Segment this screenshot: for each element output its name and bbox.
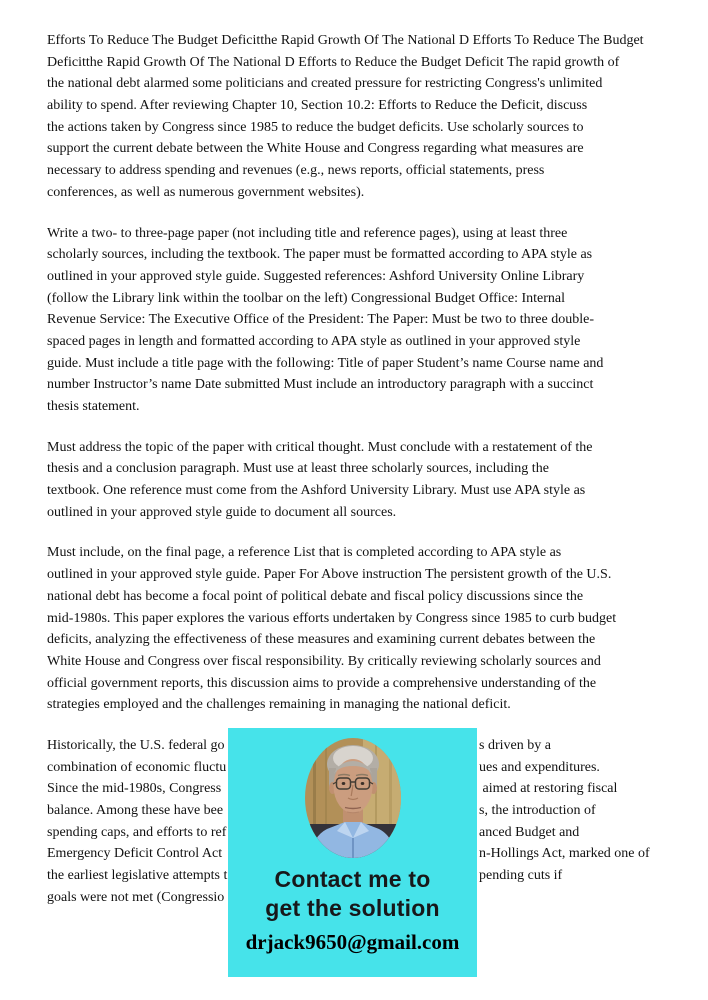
tutor-portrait-photo bbox=[305, 738, 401, 858]
text-line: the national debt alarmed some politicians and created pressure for restricting Congress's unlimited bbox=[47, 76, 603, 92]
text-line: mid-1980s. This paper explores the various efforts undertaken by Congress since 1985 to curb budget bbox=[47, 610, 617, 626]
text-line: outlined in your approved style guide. Paper For Above instruction The persistent growth of the U.S. bbox=[47, 567, 612, 583]
text-fragment-right: pending cuts if bbox=[479, 868, 563, 884]
portrait-illustration bbox=[305, 738, 401, 858]
text-line: scholarly sources, including the textbook. The paper must be formatted according to APA style as bbox=[47, 247, 593, 263]
text-line: thesis and a conclusion paragraph. Must use at least three scholarly sources, including the bbox=[47, 461, 549, 477]
text-fragment-left: Since the mid-1980s, Congress bbox=[47, 781, 222, 797]
text-line: Deficitthe Rapid Growth Of The National D Efforts to Reduce the Budget Deficit The rapid growth of bbox=[47, 54, 620, 70]
text-line: Write a two- to three-page paper (not including title and reference pages), using at least three bbox=[47, 225, 568, 241]
text-line: number Instructor’s name Date submitted Must include an introductory paragraph with a succinct bbox=[47, 377, 594, 393]
contact-heading bbox=[228, 865, 477, 923]
text-line: Efforts To Reduce The Budget Deficitthe Rapid Growth Of The National D Efforts To Reduce The Budget bbox=[47, 33, 644, 48]
text-line: necessary to address spending and revenues (e.g., news reports, official statements, press bbox=[47, 163, 545, 179]
text-line: guide. Must include a title page with the following: Title of paper Student’s name Course name and bbox=[47, 355, 604, 371]
text-line: White House and Congress over fiscal responsibility. By critically reviewing scholarly sources and bbox=[47, 653, 601, 669]
text-fragment-right: n-Hollings Act, marked one of bbox=[479, 846, 650, 862]
text-line: Must address the topic of the paper with critical thought. Must conclude with a restatement of the bbox=[47, 439, 593, 455]
text-line: deficits, analyzing the effectiveness of these measures and examining current debates between the bbox=[47, 632, 596, 648]
text-fragment-left: spending caps, and efforts to ref bbox=[47, 824, 227, 840]
paragraph-1 bbox=[47, 30, 665, 204]
text-fragment-right: s driven by a bbox=[479, 737, 551, 753]
text-line: the actions taken by Congress since 1985 to reduce the budget deficits. Use scholarly sources to bbox=[47, 119, 584, 135]
text-line: strategies employed and the challenges remaining in managing the national deficit. bbox=[47, 697, 511, 713]
text-fragment-left: Emergency Deficit Control Act bbox=[47, 846, 223, 862]
text-line: national debt has become a focal point of political debate and fiscal policy discussions since the bbox=[47, 588, 584, 604]
text-line: Must include, on the final page, a reference List that is completed according to APA style as bbox=[47, 545, 562, 561]
text-line: ability to spend. After reviewing Chapter 10, Section 10.2: Efforts to Reduce the Deficit, discuss bbox=[47, 98, 588, 114]
text-line: thesis statement. bbox=[47, 399, 140, 414]
text-fragment-left: combination of economic fluctu bbox=[47, 759, 227, 775]
contact-heading-line2: get the solution bbox=[265, 895, 440, 921]
contact-email: drjack9650@gmail.com bbox=[245, 930, 460, 954]
paragraph-3 bbox=[47, 437, 665, 524]
text-line: support the current debate between the White House and Congress regarding what measures are bbox=[47, 141, 584, 157]
text-line: (follow the Library link within the toolbar on the left) Congressional Budget Office: Internal bbox=[47, 290, 565, 306]
paragraph-2 bbox=[47, 223, 665, 418]
contact-ad-overlay bbox=[228, 728, 477, 977]
text-fragment-left: goals were not met (Congressio bbox=[47, 889, 225, 905]
text-line: conferences, as well as numerous government websites). bbox=[47, 184, 365, 200]
text-line: outlined in your approved style guide to document all sources. bbox=[47, 504, 397, 520]
text-fragment-right: ues and expenditures. bbox=[479, 759, 600, 775]
text-fragment-right: anced Budget and bbox=[479, 824, 580, 840]
text-fragment-left: the earliest legislative attempts t bbox=[47, 868, 228, 884]
text-fragment-right: s, the introduction of bbox=[479, 803, 596, 818]
text-fragment-right: aimed at restoring fiscal bbox=[479, 781, 618, 797]
text-fragment-left: balance. Among these have bee bbox=[47, 803, 224, 818]
paragraph-4 bbox=[47, 542, 665, 716]
text-line: official government reports, this discussion aims to provide a comprehensive understanding of the bbox=[47, 675, 597, 691]
contact-heading-line1: Contact me to bbox=[274, 866, 431, 892]
text-fragment-left: Historically, the U.S. federal go bbox=[47, 737, 225, 753]
text-line: Revenue Service: The Executive Office of the President: The Paper: Must be two to three double- bbox=[47, 312, 595, 328]
text-line: spaced pages in length and formatted according to APA style as outlined in your approved style bbox=[47, 333, 581, 349]
text-line: textbook. One reference must come from the Ashford University Library. Must use APA style as bbox=[47, 483, 586, 499]
text-line: outlined in your approved style guide. Suggested references: Ashford University Online Library bbox=[47, 268, 585, 284]
